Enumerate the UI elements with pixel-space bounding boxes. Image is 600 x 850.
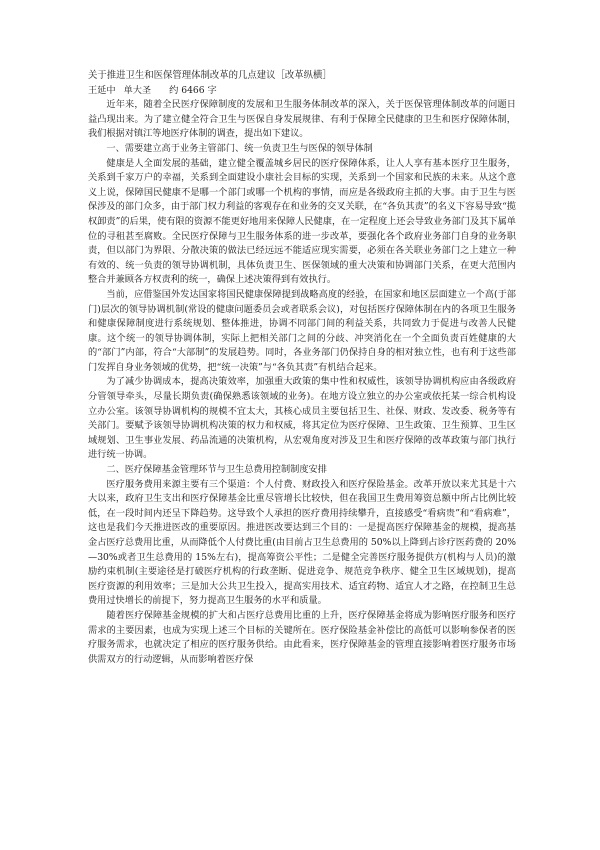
section-2-heading: 二、医疗保障基金管理环节与卫生总费用控制制度安排 bbox=[106, 464, 327, 476]
section-1-heading: 一、需要建立高于业务主管部门、统一负责卫生与医保的领导体制 bbox=[106, 142, 373, 154]
word-count: 约 6466 字 bbox=[169, 84, 217, 96]
document-page bbox=[88, 69, 516, 667]
coauthor: 单大圣 bbox=[123, 84, 152, 96]
article-meta bbox=[88, 84, 516, 99]
section-1-paragraph-3: 为了减少协调成本，提高决策效率，加强重大政策的集中性和权威性，该领导协调机构应由各级政府分管领导牵头，尽量长期负责(确保熟悉该领域的业务)。在地方设立独立的办公室或依托某一综合机构设立办公室。该领导协调机构的规模不宜太大，其核心成员主要包括卫生、社保、财政、发改委、税务等有关部门。要赋予该领导协调机构决策的权力和权威，将其定位为医疗保障、卫生政策、卫生预算、卫生区域规划、卫生事业发展、药品流通的决策机构，从宏观角度对涉及卫生和医疗保障的改革政策与部门执行进行统一协调。 bbox=[88, 376, 516, 461]
section-2-paragraph-2: 随着医疗保障基金规模的扩大和占医疗总费用比重的上升，医疗保障基金将成为影响医疗服务和医疗需求的主要因素，也成为实现上述三个目标的关键所在。医疗保险基金补偿比的高低可以影响参保者的医疗服务需求，也就决定了相应的医疗服务供给。由此看来，医疗保障基金的管理直接影响着医疗服务市场供需双方的行动逻辑，从而影响着医疗保 bbox=[88, 609, 516, 665]
article-title: 关于推进卫生和医保管理体制改革的几点建议［改革纵横］ bbox=[88, 70, 332, 81]
author: 王延中 bbox=[88, 84, 116, 96]
section-2-paragraph-1: 医疗服务费用来源主要有三个渠道：个人付费、财政投入和医疗保险基金。改革开放以来尤其是十六大以来，政府卫生支出和医疗保障基金比重尽管增长比较快，但在我国卫生费用筹资总额中所占比例比较低，在一段时间内还呈下降趋势。这导致个人承担的医疗费用持续攀升，直接感受“看病贵”和“看病难”，这也是我们今天推进医改的重要原因。推进医改要达到三个目的：一是提高医疗保障基金的规模，提高基金占医疗总费用比重，从而降低个人付费比重(由目前占卫生总费用的 50%以上降到占诊疗医药费的 20%—30%或者卫生总费用的 15%左右)，提高筹资公平性；二是健全完善医疗服务提供方(机构与人员)的激励约束机制(主要途径是打破医疗机构的行政垄断、促进竞争、规范竞争秩序、健全卫生区域规划)，提高医疗资源的利用效率；三是加大公共卫生投入，提高实用技术、适宜药物、适宜人才之路，在控制卫生总费用过快增长的前提下，努力提高卫生服务的水平和质量。 bbox=[88, 478, 516, 607]
section-1-paragraph-1: 健康是人全面发展的基础，建立健全覆盖城乡居民的医疗保障体系，让人人享有基本医疗卫生服务，关系到千家万户的幸福，关系到全面建设小康社会目标的实现，关系到一个国家和民族的未来。从这个意义上说，保障国民健康不是哪一个部门或哪一个机构的事情，而应是各级政府主抓的大事。由于卫生与医保涉及的部门众多，由于部门权力利益的客观存在和业务的交叉关联，在“各负其责”的名义下容易导致“揽权卸责”的后果，使有限的资源不能更好地用来保障人民健康，在一定程度上还会导致业务部门及其下属单位的寻租甚至腐败。全民医疗保障与卫生服务体系的进一步改革，要强化各个政府业务部门自身的业务职责，但以部门为界限、分散决策的做法已经远远不能适应现实需要，必须在各关联业务部门之上建立一种有效的、统一负责的领导协调机制，具体负责卫生、医保领域的重大决策和协调部门关系，在更大范围内整合并兼顾各方权责利的统一，确保上述决策得到有效执行。 bbox=[88, 157, 516, 286]
section-1-paragraph-2: 当前，应借鉴国外发达国家将国民健康保障提到战略高度的经验，在国家和地区层面建立一个高(于部门)层次的领导协调机制(常设的健康问题委员会或者联系会议)，对包括医疗保障体制在内的各项卫生服务和健康保障制度进行系统规划、整体推进，协调不同部门间的利益关系，共同致力于促进与改善人民健康。这个统一的领导协调体制，实际上把相关部门之间的分歧、冲突消化在一个全面负责百姓健康的大的“部门”内部，符合“大部制”的发展趋势。同时，各业务部门仍保持自身的相对独立性，也有利于这些部门发挥自身业务领域的优势，把“统一决策”与“各负其责”有机结合起来。 bbox=[88, 288, 516, 373]
intro-paragraph: 近年来，随着全民医疗保障制度的发展和卫生服务体制改革的深入，关于医保管理体制改革的问题日益凸现出来。为了建立健全符合卫生与医保自身发展规律、有利于保障全民健康的卫生和医疗保障体制，我们根据对镇江等地医疗体制的调查，提出如下建议。 bbox=[88, 99, 516, 140]
